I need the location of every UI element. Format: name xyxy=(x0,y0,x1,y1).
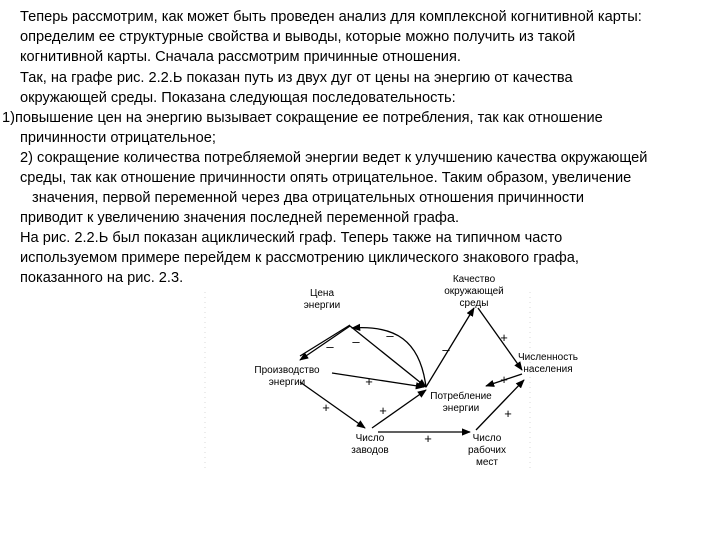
node-plants-count: Число xyxy=(355,433,385,444)
node-population: Численность xyxy=(517,352,579,363)
edge-sign: + xyxy=(424,431,432,446)
node-price-energy: Цена xyxy=(309,288,335,299)
edge-production-plants xyxy=(300,382,365,428)
edge-sign: – xyxy=(326,339,334,354)
edge-price-production xyxy=(300,326,350,360)
paragraph-line: определим ее структурные свойства и выводы, которые можно получить из такой xyxy=(20,29,576,45)
node-energy-consumption: Потребление xyxy=(430,391,492,402)
paragraph-line: Так, на графе рис. 2.2.Ь показан путь из двух дуг от цены на энергию от качества xyxy=(20,70,573,86)
node-environment-quality: окружающей xyxy=(444,286,504,297)
edge-sign: – xyxy=(442,342,450,357)
node-workplaces: рабочих xyxy=(468,445,506,456)
node-energy-production: Производство xyxy=(254,365,320,376)
paragraph-line: Теперь рассмотрим, как может быть проведен анализ для комплексной когнитивной карты: xyxy=(20,9,642,25)
node-price-energy: энергии xyxy=(303,300,341,311)
edge-production-price xyxy=(300,325,350,356)
node-energy-production: энергии xyxy=(268,377,306,388)
paragraph-line: приводит к увеличению значения последней переменной графа. xyxy=(20,210,460,226)
paragraph-line: используемом примере перейдем к рассмотрению циклического знакового графа, xyxy=(20,250,579,266)
paragraph-line: 2) сокращение количества потребляемой энергии ведет к улучшению качества окружающей xyxy=(20,150,648,166)
node-environment-quality: среды xyxy=(459,298,489,309)
paragraph-line: 1)повышение цен на энергию вызывает сокращение ее потребления, так как отношение xyxy=(2,110,603,126)
paragraph-line: среды, так как отношение причинности опять отрицательное. Таким образом, увеличение xyxy=(20,170,632,186)
paragraph-line: На рис. 2.2.Ь был показан ациклический граф. Теперь также на типичном часто xyxy=(20,230,563,246)
edge-sign: + xyxy=(500,330,508,345)
edge-sign: – xyxy=(386,328,394,343)
edge-sign: – xyxy=(352,334,360,349)
paragraph-line: показанного на рис. 2.3. xyxy=(20,270,184,286)
edge-sign: + xyxy=(500,372,508,387)
node-plants-count: заводов xyxy=(351,445,389,456)
paragraph-line: окружающей среды. Показана следующая последовательность: xyxy=(20,90,456,106)
node-energy-consumption: энергии xyxy=(442,403,480,414)
node-workplaces: Число xyxy=(472,433,502,444)
node-environment-quality: Качество xyxy=(452,274,496,285)
edge-sign: + xyxy=(504,406,512,421)
edge-sign: + xyxy=(379,403,387,418)
edge-sign: + xyxy=(365,374,373,389)
paragraph-line: когнитивной карты. Сначала рассмотрим причинные отношения. xyxy=(20,49,461,65)
edge-sign: + xyxy=(322,400,330,415)
node-population: населения xyxy=(523,364,573,375)
cognitive-map-diagram xyxy=(0,270,720,540)
edge-workers-population xyxy=(476,380,524,430)
paragraph-line: причинности отрицательное; xyxy=(20,130,216,146)
edge-consumption-quality xyxy=(426,308,474,387)
node-workplaces: мест xyxy=(475,457,499,468)
paragraph-line: значения, первой переменной через два отрицательных отношения причинности xyxy=(32,190,585,206)
